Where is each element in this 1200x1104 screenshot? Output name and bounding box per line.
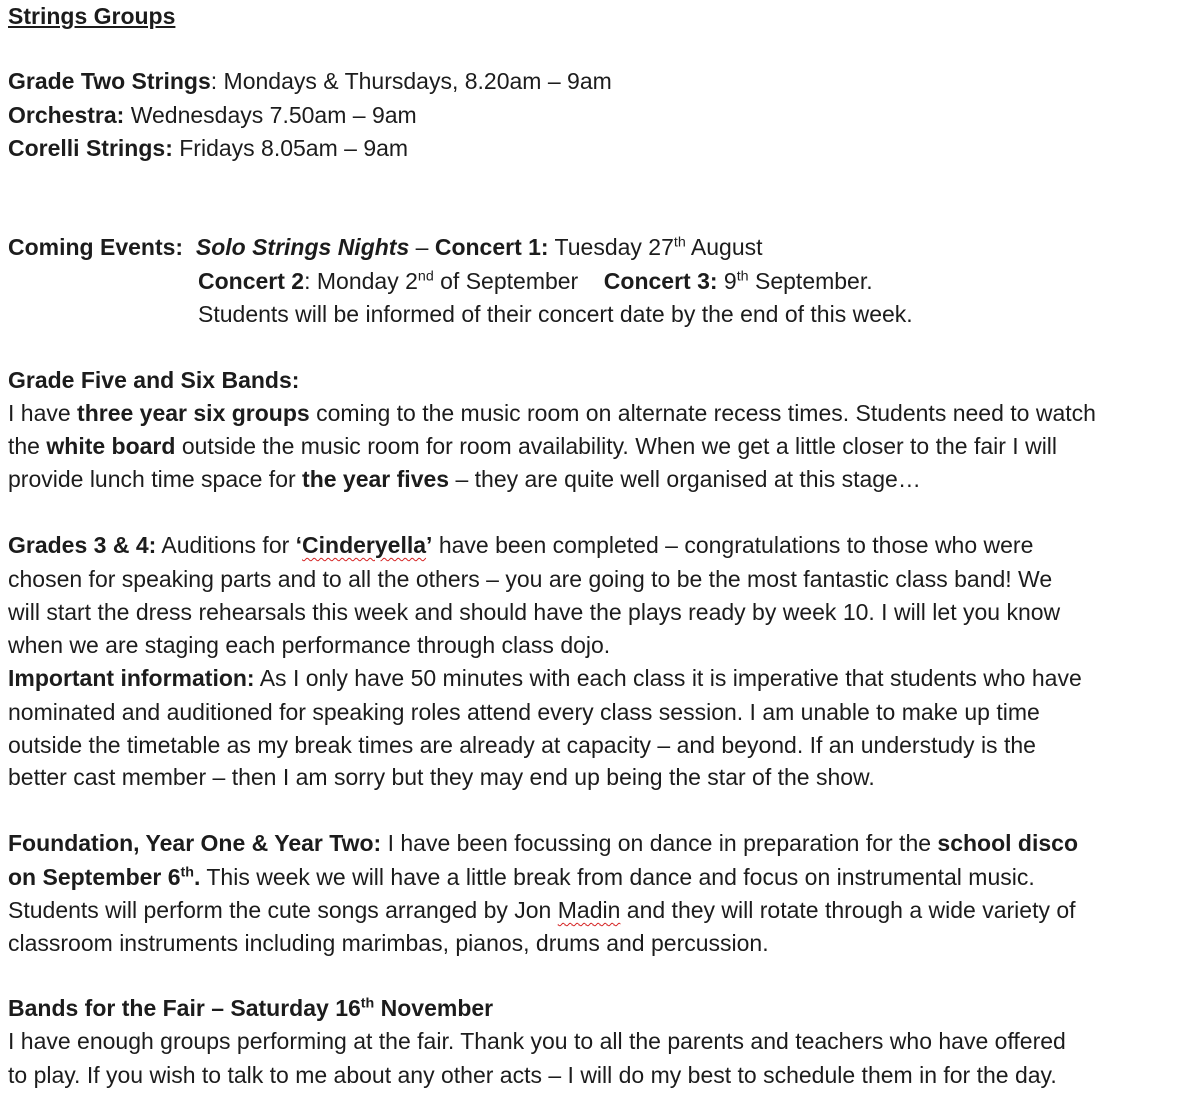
strings-heading: Strings Groups bbox=[8, 3, 176, 29]
grades34-line-2: chosen for speaking parts and to all the others – you are going to be the most fantastic class band! We bbox=[8, 566, 1053, 592]
bands56-line-3: provide lunch time space for the year fives – they are quite well organised at this stage… bbox=[8, 466, 921, 492]
important-line-3: outside the timetable as my break times are already at capacity – and beyond. If an understudy is the bbox=[8, 732, 1036, 758]
events-line-2: Concert 2: Monday 2nd of September Concert 3: 9th September. bbox=[198, 268, 873, 294]
bands56-heading: Grade Five and Six Bands: bbox=[8, 367, 300, 393]
foundation-line-3: Students will perform the cute songs arranged by Jon Madin and they will rotate through a wide variety of bbox=[8, 897, 1076, 923]
fair-line-2: to play. If you wish to talk to me about any other acts – I will do my best to schedule them in for the day. bbox=[8, 1062, 1057, 1088]
foundation-line-1: Foundation, Year One & Year Two: I have been focussing on dance in preparation for the school disco bbox=[8, 830, 1079, 856]
grades34-line-1: Grades 3 & 4: Auditions for ‘Cinderyella’ have been completed – congratulations to those who were bbox=[8, 532, 1034, 558]
strings-row-corelli: Corelli Strings: Fridays 8.05am – 9am bbox=[8, 135, 409, 161]
show-title: Cinderyella bbox=[302, 532, 427, 558]
strings-row-grade-two: Grade Two Strings: Mondays & Thursdays, 8.20am – 9am bbox=[8, 68, 612, 94]
important-line-4: better cast member – then I am sorry but they may end up being the star of the show. bbox=[8, 764, 875, 790]
fair-heading: Bands for the Fair – Saturday 16th November bbox=[8, 995, 494, 1021]
fair-line-1: I have enough groups performing at the fair. Thank you to all the parents and teachers who have offered bbox=[8, 1028, 1066, 1054]
grades34-line-4: when we are staging each performance through class dojo. bbox=[8, 632, 611, 658]
important-line-2: nominated and auditioned for speaking roles attend every class session. I am unable to make up time bbox=[8, 699, 1040, 725]
strings-row-orchestra: Orchestra: Wednesdays 7.50am – 9am bbox=[8, 102, 417, 128]
important-line-1: Important information: As I only have 50 minutes with each class it is imperative that students who have bbox=[8, 665, 1082, 691]
grades34-line-3: will start the dress rehearsals this week and should have the plays ready by week 10. I will let you know bbox=[8, 599, 1061, 625]
events-note: Students will be informed of their concert date by the end of this week. bbox=[198, 301, 913, 327]
foundation-line-2: on September 6th. This week we will have a little break from dance and focus on instrumental music. bbox=[8, 864, 1035, 890]
bands56-line-1: I have three year six groups coming to the music room on alternate recess times. Students need to watch bbox=[8, 400, 1096, 426]
composer-name: Madin bbox=[557, 897, 621, 923]
events-line-1: Coming Events: Solo Strings Nights – Concert 1: Tuesday 27th August bbox=[8, 234, 763, 260]
bands56-line-2: the white board outside the music room for room availability. When we get a little closer to the fair I will bbox=[8, 433, 1058, 459]
foundation-line-4: classroom instruments including marimbas, pianos, drums and percussion. bbox=[8, 930, 769, 956]
